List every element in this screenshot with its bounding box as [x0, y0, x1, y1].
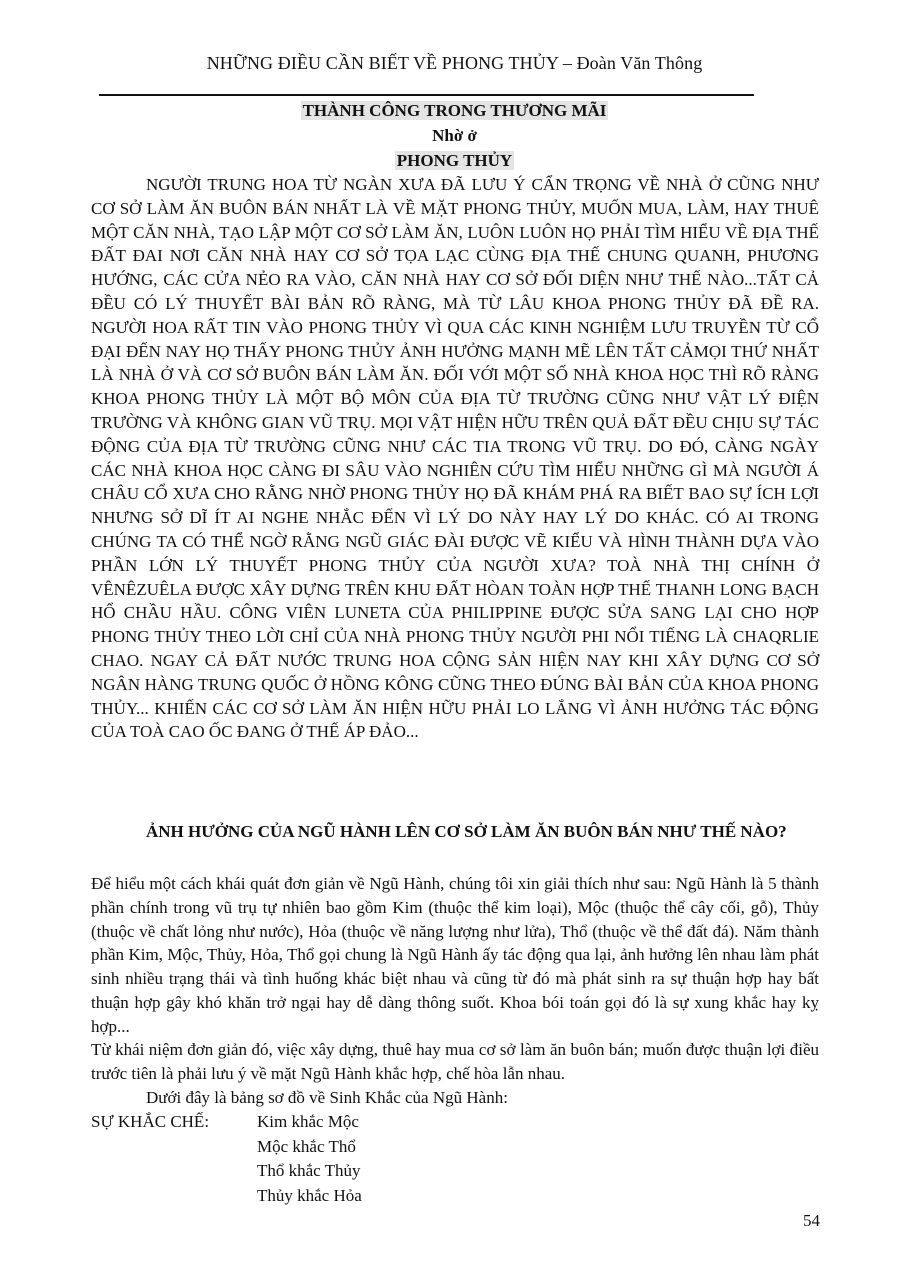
list-item: Thổ khắc Thủy: [257, 1161, 361, 1180]
running-header: NHỮNG ĐIỀU CẦN BIẾT VỀ PHONG THỦY – Đoàn Văn Thông: [206, 53, 703, 73]
list-item: Mộc khắc Thổ: [257, 1136, 356, 1156]
rule-list: [257, 1110, 362, 1208]
list-item: Kim khắc Mộc: [257, 1112, 359, 1131]
intro-paragraph: NGƯỜI TRUNG HOA TỪ NGÀN XƯA ĐÃ LƯU Ý CẨN TRỌNG VỀ NHÀ Ở CŨNG NHƯ CƠ SỞ LÀM ĂN BUÔN BÁN NHẤT LÀ VỀ MẶT PHONG THỦY, MUỐN MUA, LÀM, HAY THUÊ MỘT CĂN NHÀ, TẠO LẬP MỘT CƠ SỞ LÀM ĂN, LUÔN LUÔN HỌ PHẢI TÌM HIỂU VỀ ĐỊA THẾ ĐẤT ĐAI NƠI CĂN NHÀ HAY CƠ SỞ TỌA LẠC CÙNG ĐỊA THẾ CHUNG QUANH, PHƯƠNG HƯỚNG, CÁC CỬA NẺO RA VÀO, CĂN NHÀ HAY CƠ SỞ ĐỐI DIỆN NHƯ THẾ NÀO...TẤT CẢ ĐỀU CÓ LÝ THUYẾT BÀI BẢN RÕ RÀNG, MÀ TỪ LÂU KHOA PHONG THỦY ĐÃ ĐỀ RA. NGƯỜI HOA RẤT TIN VÀO PHONG THỦY VÌ QUA CÁC KINH NGHIỆM LƯU TRUYỀN TỪ CỔ ĐẠI ĐẾN NAY HỌ THẤY PHONG THỦY ẢNH HƯỞNG MẠNH MẼ LÊN TẤT CẢMỌI THỨ NHẤT LÀ NHÀ Ở VÀ CƠ SỞ BUÔN BÁN LÀM ĂN. ĐỐI VỚI MỘT SỐ NHÀ KHOA HỌC THÌ RÕ RÀNG KHOA PHONG THỦY LÀ MỘT BỘ MÔN CỦA ĐỊA TỪ TRƯỜNG CŨNG NHƯ VẬT LÝ ĐIỆN TRƯỜNG VÀ KHÔNG GIAN VŨ TRỤ. MỌI VẬT HIỆN HỮU TRÊN QUẢ ĐẤT ĐỀU CHỊU SỰ TÁC ĐỘNG CỦA ĐỊA TỪ TRƯỜNG CŨNG NHƯ CÁC TIA TRONG VŨ TRỤ. DO ĐÓ, CÀNG NGÀY CÁC NHÀ KHOA HỌC CÀNG ĐI SÂU VÀO NGHIÊN CỨU TÌM HIỂU NHỮNG GÌ MÀ NGƯỜI Á CHÂU CỔ XƯA CHO RẰNG NHỜ PHONG THỦY HỌ ĐÃ KHÁM PHÁ RA BIẾT BAO SỰ ÍCH LỢI NHƯNG SỞ DĨ ÍT AI NGHE NHẮC ĐẾN VÌ LÝ DO NÀY HAY LÝ DO KHÁC. CÓ AI TRONG CHÚNG TA CÓ THỂ NGỜ RẰNG NGŨ GIÁC ĐÀI ĐƯỢC VẼ KIỂU VÀ HÌNH THÀNH DỰA VÀO PHẦN LỚN LÝ THUYẾT PHONG THỦY CỦA NGƯỜI XƯA? TOÀ NHÀ THỊ CHÍNH Ở VÊNÊZUÊLA ĐƯỢC XÂY DỰNG TRÊN KHU ĐẤT HÒAN TOÀN HỢP THẾ THANH LONG BẠCH HỔ CHẦU HẦU. CÔNG VIÊN LUNETA CỦA PHILIPPINE ĐƯỢC SỬA SANG LẠI CHO HỢP PHONG THỦY THEO LỜI CHỈ CỦA NHÀ PHONG THỦY NGƯỜI PHI NỔI TIẾNG LÀ CHAQRLIE CHAO. NGAY CẢ ĐẤT NƯỚC TRUNG HOA CỘNG SẢN HIỆN NAY KHI XÂY DỰNG CƠ SỞ NGÂN HÀNG TRUNG QUỐC Ở HỒNG KÔNG CŨNG THEO ĐÚNG BÀI BẢN CỦA KHOA PHONG THỦY... KHIẾN CÁC CƠ SỞ LÀM ĂN HIỆN HỮU PHẢI LO LẮNG VÌ ẢNH HƯỞNG TÁC ĐỘNG CỦA TOÀ CAO ỐC ĐANG Ở THẾ ÁP ĐẢO...: [91, 175, 819, 742]
header-rule: [99, 94, 754, 96]
section-paragraph-2: Từ khái niệm đơn giản đó, việc xây dựng, thuê hay mua cơ sở làm ăn buôn bán; muốn được thuận lợi điều trước tiên là phải lưu ý về mặt Ngũ Hành khắc hợp, chế hòa lẫn nhau.: [91, 1040, 819, 1083]
section-paragraph-3: Dưới đây là bảng sơ đồ về Sinh Khắc của Ngũ Hành:: [146, 1088, 508, 1107]
list-item: Thủy khắc Hỏa: [257, 1185, 362, 1205]
section-heading: ẢNH HƯỞNG CỦA NGŨ HÀNH LÊN CƠ SỞ LÀM ĂN BUÔN BÁN NHƯ THẾ NÀO?: [146, 822, 787, 841]
title-line-3: PHONG THỦY: [396, 151, 513, 170]
rule-label: SỰ KHẮC CHẾ:: [91, 1112, 210, 1131]
chapter-title: [0, 98, 909, 173]
title-line-1: THÀNH CÔNG TRONG THƯƠNG MÃI: [302, 101, 607, 120]
section-paragraph-1: Để hiểu một cách khái quát đơn giản về Ngũ Hành, chúng tôi xin giải thích như sau: Ngũ Hành là 5 thành phần chính trong vũ trụ tự nhiên bao gồm Kim (thuộc thể kim loại), Mộc (thuộc thể cây cối, gỗ), Thủy (thuộc về chất lỏng như nước), Hỏa (thuộc về năng lượng như lửa), Thổ (thuộc về thể đất đá). Năm thành phần Kim, Mộc, Thủy, Hỏa, Thổ gọi chung là Ngũ Hành ấy tác động qua lại, ảnh hưởng lên nhau làm phát sinh nhiều trạng thái và tình huống khác biệt nhau và cũng từ đó mà phát sinh ra sự thuận hợp hay bất thuận hợp gây khó khăn trở ngại hay dễ dàng thông suốt. Khoa bói toán gọi đó là sự xung khắc hay kỵ hợp...: [91, 874, 819, 1036]
page-number: 54: [803, 1211, 820, 1230]
title-line-2: Nhờ ở: [432, 126, 477, 145]
